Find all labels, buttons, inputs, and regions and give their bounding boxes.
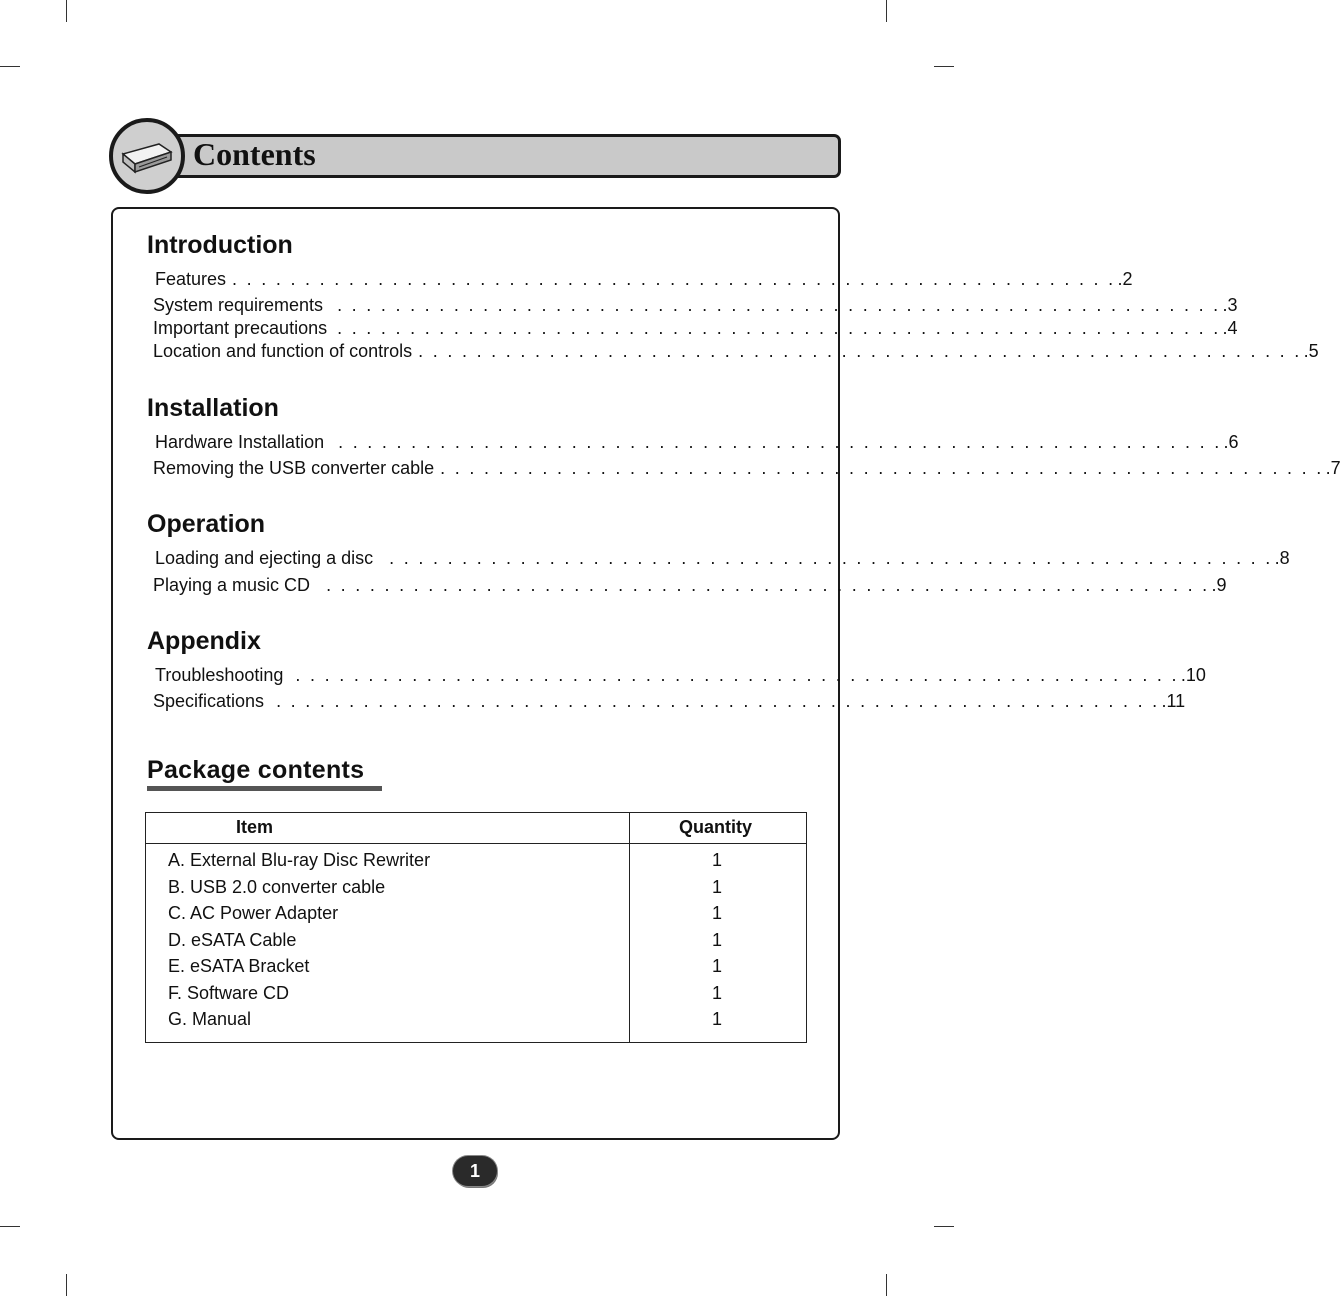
crop-mark [0, 66, 20, 67]
crop-mark [934, 1226, 954, 1227]
title-underline [147, 786, 382, 791]
page-title: Contents [193, 136, 316, 172]
toc-entry[interactable] [155, 268, 1133, 290]
toc-entry-label: Features [155, 269, 227, 289]
section-title-installation: Installation [147, 394, 279, 422]
table-cell-item: B. USB 2.0 converter cable [168, 877, 386, 897]
toc-entry-page: .7 [1325, 458, 1341, 478]
toc-entry[interactable] [153, 340, 1319, 362]
table-cell-quantity: 1 [712, 983, 723, 1003]
toc-entry[interactable] [153, 574, 1227, 596]
table-cell-item: F. Software CD [168, 983, 290, 1003]
toc-entry-label: Loading and ejecting a disc [155, 548, 374, 568]
toc-entry-page: .11 [1161, 691, 1186, 711]
toc-entry-label: Removing the USB converter cable [153, 458, 435, 478]
leader-dots: . . . . . . . . . . . . . . . . . . . . . . . . . . . . . . . . . . . . . . . . . . . . . . . . . . . . . . . . . . . . . [232, 269, 1116, 289]
table-cell-item: E. eSATA Bracket [168, 956, 310, 976]
leader-dots: . . . . . . . . . . . . . . . . . . . . . . . . . . . . . . . . . . . . . . . . . . . . . . . . . . . . . . . . . . . . . [389, 548, 1273, 568]
leader-dots: . . . . . . . . . . . . . . . . . . . . . . . . . . . . . . . . . . . . . . . . . . . . . . . . . . . . . . . . . . . . . [326, 575, 1210, 595]
leader-dots: . . . . . . . . . . . . . . . . . . . . . . . . . . . . . . . . . . . . . . . . . . . . . . . . . . . . . . . . . . . . . [276, 691, 1160, 711]
leader-dots: . . . . . . . . . . . . . . . . . . . . . . . . . . . . . . . . . . . . . . . . . . . . . . . . . . . . . . . . . . . . . [295, 665, 1179, 685]
header-divider [146, 843, 806, 844]
toc-entry-label: Playing a music CD [153, 575, 311, 595]
table-cell-item: A. External Blu-ray Disc Rewriter [168, 850, 431, 870]
toc-entry-page: .6 [1223, 432, 1239, 452]
crop-mark [0, 1226, 20, 1227]
leader-dots: . . . . . . . . . . . . . . . . . . . . . . . . . . . . . . . . . . . . . . . . . . . . . . . . . . . . . . . . . . . . . [440, 458, 1324, 478]
toc-entry[interactable] [153, 690, 1186, 712]
toc-entry[interactable] [155, 431, 1239, 453]
leader-dots: . . . . . . . . . . . . . . . . . . . . . . . . . . . . . . . . . . . . . . . . . . . . . . . . . . . . . . . . . . . . . [338, 432, 1222, 452]
package-contents-table [145, 812, 807, 1043]
section-title-appendix: Appendix [147, 627, 261, 655]
disc-drive-icon [109, 118, 185, 194]
table-cell-item: D. eSATA Cable [168, 930, 297, 950]
leader-dots: . . . . . . . . . . . . . . . . . . . . . . . . . . . . . . . . . . . . . . . . . . . . . . . . . . . . . . . . . . . . . [337, 295, 1221, 315]
leader-dots: . . . . . . . . . . . . . . . . . . . . . . . . . . . . . . . . . . . . . . . . . . . . . . . . . . . . . . . . . . . . . [418, 341, 1302, 361]
crop-mark [934, 66, 954, 67]
toc-entry-page: .10 [1180, 665, 1206, 685]
table-cell-quantity: 1 [712, 850, 723, 870]
table-cell-quantity: 1 [712, 956, 723, 976]
page-number-badge: 1 [453, 1156, 497, 1186]
toc-entry-label: Important precautions [153, 318, 328, 338]
package-contents-title: Package contents [147, 756, 365, 784]
table-cell-quantity: 1 [712, 930, 723, 950]
leader-dots: . . . . . . . . . . . . . . . . . . . . . . . . . . . . . . . . . . . . . . . . . . . . . . . . . . . . . . . . . . . . . [337, 318, 1221, 338]
toc-entry-label: Hardware Installation [155, 432, 325, 452]
crop-mark [66, 0, 67, 22]
crop-mark [886, 1274, 887, 1296]
table-cell-quantity: 1 [712, 903, 723, 923]
table-cell-quantity: 1 [712, 1009, 723, 1029]
column-header-item: Item [236, 817, 274, 837]
toc-entry-label: Troubleshooting [155, 665, 284, 685]
table-cell-item: G. Manual [168, 1009, 252, 1029]
toc-entry[interactable] [153, 457, 1341, 479]
crop-mark [66, 1274, 67, 1296]
toc-entry-label: Location and function of controls [153, 341, 413, 361]
toc-entry-page: .4 [1222, 318, 1238, 338]
section-title-operation: Operation [147, 510, 266, 538]
column-header-quantity: Quantity [679, 817, 753, 837]
toc-entry-label: System requirements [153, 295, 324, 315]
toc-entry[interactable] [155, 664, 1206, 686]
toc-entry-label: Specifications [153, 691, 265, 711]
table-cell-quantity: 1 [712, 877, 723, 897]
toc-entry-page: .9 [1211, 575, 1227, 595]
crop-mark [886, 0, 887, 22]
toc-entry-page: .5 [1303, 341, 1319, 361]
toc-entry[interactable] [153, 294, 1238, 316]
toc-entry-page: .2 [1117, 269, 1133, 289]
toc-entry[interactable] [155, 547, 1290, 569]
section-title-introduction: Introduction [147, 231, 293, 259]
column-divider [629, 813, 630, 1042]
toc-entry-page: .8 [1274, 548, 1290, 568]
toc-entry[interactable] [153, 317, 1238, 339]
table-cell-item: C. AC Power Adapter [168, 903, 339, 923]
toc-entry-page: .3 [1222, 295, 1238, 315]
